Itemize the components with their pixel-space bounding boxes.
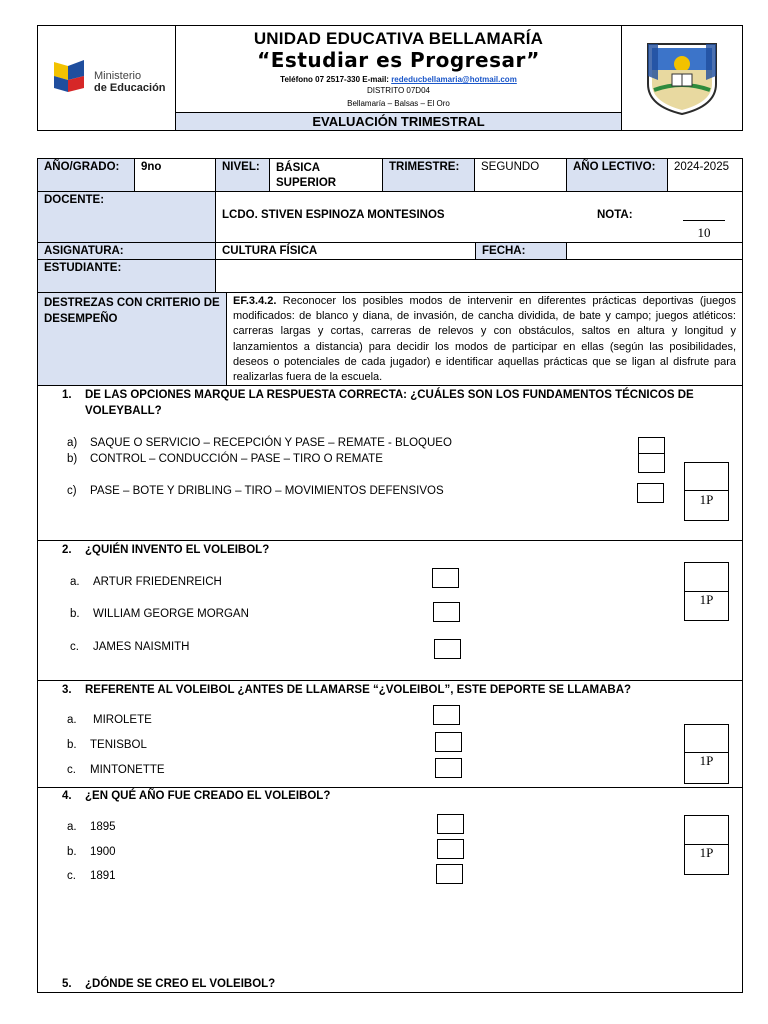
level-label: NIVEL: <box>215 158 270 192</box>
q1-points: 1P <box>699 492 714 507</box>
question-5-text: ¿DÓNDE SE CREO EL VOLEIBOL? <box>85 978 276 990</box>
question-4-text: ¿EN QUÉ AÑO FUE CREADO EL VOLEIBOL? <box>85 790 331 802</box>
q3-score-box <box>684 724 729 784</box>
teacher-value: LCDO. STIVEN ESPINOZA MONTESINOS <box>215 191 568 243</box>
grade-score-blank[interactable] <box>683 220 725 221</box>
q4-points: 1P <box>699 845 714 860</box>
evaluation-title: EVALUACIÓN TRIMESTRAL <box>176 112 621 130</box>
q2-option-a-checkbox[interactable] <box>432 568 459 588</box>
q1-score-box <box>684 462 729 521</box>
q3-option-c-text: MINTONETTE <box>90 764 165 776</box>
q3-option-c-checkbox[interactable] <box>435 758 462 778</box>
student-label: ESTUDIANTE: <box>37 259 216 293</box>
document-header <box>37 25 743 131</box>
question-2-text: ¿QUIÉN INVENTO EL VOLEIBOL? <box>85 544 270 556</box>
subject-label: ASIGNATURA: <box>37 242 216 260</box>
level-value: BÁSICA SUPERIOR <box>269 158 383 192</box>
subject-value: CULTURA FÍSICA <box>215 242 476 260</box>
school-name: UNIDAD EDUCATIVA BELLAMARÍA <box>253 29 544 48</box>
q3-points: 1P <box>699 753 714 768</box>
teacher-label: DOCENTE: <box>37 191 216 243</box>
q3-option-b-letter: b. <box>67 739 77 751</box>
ministry-line-2: de Educación <box>94 82 166 94</box>
q2-option-b-letter: b. <box>70 608 80 620</box>
q1-option-c-letter: c) <box>67 485 77 497</box>
q2-option-c-checkbox[interactable] <box>434 639 461 659</box>
q2-points: 1P <box>699 592 714 607</box>
q2-option-a-letter: a. <box>70 576 80 588</box>
date-field[interactable] <box>566 242 743 260</box>
q3-option-a-letter: a. <box>67 714 77 726</box>
location: Bellamaría – Balsas – El Oro <box>347 99 450 108</box>
q1-option-a-text: SAQUE O SERVICIO – RECEPCIÓN Y PASE – REMATE - BLOQUEO <box>90 437 452 449</box>
school-crest-icon <box>642 40 722 116</box>
school-year-value: 2024-2025 <box>667 158 743 192</box>
grade-score-box <box>667 191 743 243</box>
q1-option-c-text: PASE – BOTE Y DRIBLING – TIRO – MOVIMIENTOS DEFENSIVOS <box>90 485 444 497</box>
q4-option-b-letter: b. <box>67 846 77 858</box>
q3-option-a-text: MIROLETE <box>93 714 152 726</box>
school-crest-cell <box>621 26 742 130</box>
q3-option-c-letter: c. <box>67 764 76 776</box>
skills-description <box>226 292 743 386</box>
ministry-line-1: Ministerio <box>94 70 142 82</box>
q4-option-a-text: 1895 <box>90 821 116 833</box>
skills-text: Reconocer los posibles modos de intervenir en diferentes prácticas deportivas (juegos modificados: de blanco y diana, de invasión, de cancha dividida, de bate y campo; juegos atléticos: carreras largas y cortas, carreras de relevos y con obstáculos, saltos en altura y longitud y lanzamientos a distancia) para decidir los modos de participar en ellas (según las posibilidades, deseos o potenciales de cada jugador) e identificar aquellas prácticas que se ligan al disfrute para realizarlas fuera de la escuela. <box>233 295 736 384</box>
q1-score-divider <box>685 490 728 491</box>
q2-option-b-checkbox[interactable] <box>433 602 460 622</box>
q2-option-c-letter: c. <box>70 641 79 653</box>
q1-option-b-text: CONTROL – CONDUCCIÓN – PASE – TIRO O REMATE <box>90 453 383 465</box>
skills-label: DESTREZAS CON CRITERIO DE DESEMPEÑO <box>37 292 227 386</box>
ministry-logo-cell <box>38 26 176 130</box>
q1-option-b-letter: b) <box>67 453 78 465</box>
grade-value: 9no <box>134 158 216 192</box>
grade-score-label: NOTA: <box>567 191 668 243</box>
question-3-text: REFERENTE AL VOLEIBOL ¿ANTES DE LLAMARSE “¿VOLEIBOL”, ESTE DEPORTE SE LLAMABA? <box>85 684 632 696</box>
q2-option-b-text: WILLIAM GEORGE MORGAN <box>93 608 249 620</box>
question-2-number: 2. <box>62 544 72 556</box>
q4-option-c-text: 1891 <box>90 870 116 882</box>
q3-option-b-text: TENISBOL <box>90 739 147 751</box>
q2-option-c-text: JAMES NAISMITH <box>93 641 190 653</box>
q4-score-box <box>684 815 729 875</box>
ministry-logo-icon <box>52 58 88 94</box>
q1-option-a-letter: a) <box>67 437 78 449</box>
ministry-name <box>94 70 166 94</box>
q4-option-a-letter: a. <box>67 821 77 833</box>
q4-option-b-checkbox[interactable] <box>437 839 464 859</box>
date-label: FECHA: <box>475 242 567 260</box>
q4-option-c-checkbox[interactable] <box>436 864 463 884</box>
q4-option-b-text: 1900 <box>90 846 116 858</box>
header-center <box>176 26 621 130</box>
q1-option-b-checkbox[interactable] <box>638 453 665 473</box>
question-4-section <box>37 787 743 993</box>
phone-text: Teléfono 07 2517-330 E-mail: <box>280 75 392 84</box>
school-motto: “Estudiar es Progresar” <box>257 48 540 72</box>
email-link[interactable]: rededucbellamaria@hotmail.com <box>391 75 517 84</box>
district: DISTRITO 07D04 <box>367 86 430 95</box>
q1-option-c-checkbox[interactable] <box>637 483 664 503</box>
grade-label: AÑO/GRADO: <box>37 158 135 192</box>
student-field[interactable] <box>215 259 743 293</box>
term-value: SEGUNDO <box>474 158 567 192</box>
q4-option-a-checkbox[interactable] <box>437 814 464 834</box>
question-3-number: 3. <box>62 684 72 696</box>
question-4-number: 4. <box>62 790 72 802</box>
q2-option-a-text: ARTUR FRIEDENREICH <box>93 576 222 588</box>
question-1-number: 1. <box>62 389 72 401</box>
q3-option-b-checkbox[interactable] <box>435 732 462 752</box>
skills-code: EF.3.4.2. <box>233 295 277 307</box>
question-5-number: 5. <box>62 978 72 990</box>
school-year-label: AÑO LECTIVO: <box>566 158 668 192</box>
term-label: TRIMESTRE: <box>382 158 475 192</box>
q4-option-c-letter: c. <box>67 870 76 882</box>
contact-line <box>176 74 621 85</box>
q2-score-box <box>684 562 729 621</box>
question-1-text: DE LAS OPCIONES MARQUE LA RESPUESTA CORRECTA: ¿CUÁLES SON LOS FUNDAMENTOS TÉCNICOS DE VOLEYBALL? <box>85 389 694 417</box>
grade-score-total: 10 <box>697 225 711 240</box>
q3-option-a-checkbox[interactable] <box>433 705 460 725</box>
